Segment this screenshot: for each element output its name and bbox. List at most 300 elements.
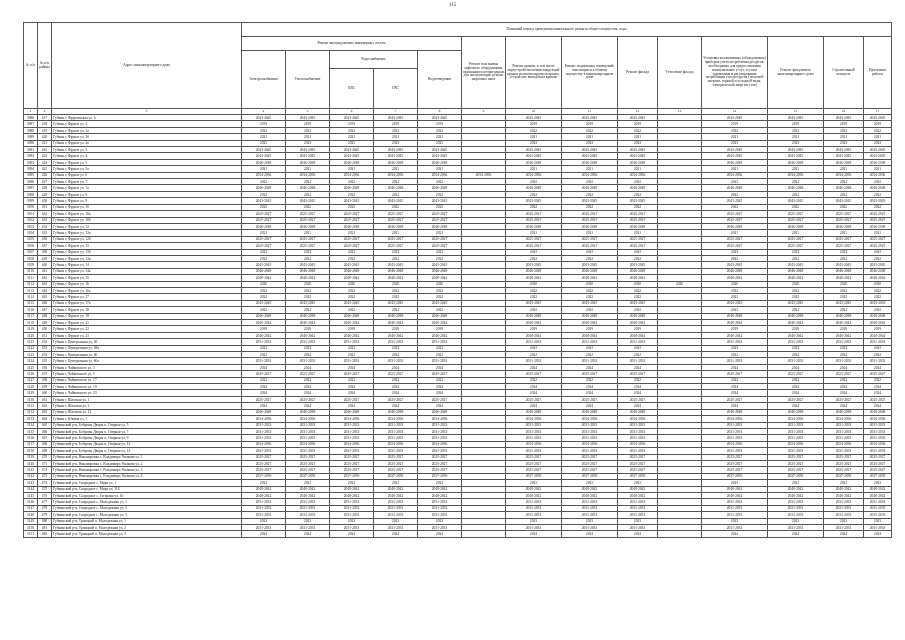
row-period-cell: 2025-2027	[562, 454, 618, 460]
row-period-cell: 2034-2036	[506, 172, 562, 178]
row-period-cell: 2025-2027	[506, 236, 562, 242]
row-period-cell: 2046-2048	[286, 268, 330, 274]
row-period-cell: 2024	[330, 531, 374, 537]
row-period-cell: 2024	[618, 384, 658, 390]
row-period-cell: 2022	[506, 307, 562, 313]
row-address: Губкин г, Фрунзе ул, 7а	[52, 185, 242, 191]
row-period-cell: 2043-2045	[418, 153, 462, 159]
row-period-cell: 2037-2039	[864, 473, 892, 479]
row-period-cell: 2024	[562, 531, 618, 537]
row-number: 3092	[24, 153, 38, 159]
row-period-cell: 2025-2027	[506, 217, 562, 223]
row-district-number: 441	[38, 268, 52, 274]
row-period-cell: 2023	[824, 249, 864, 255]
row-period-cell: 2040-2042	[618, 320, 658, 326]
row-period-cell: 2025-2027	[374, 211, 418, 217]
row-period-cell: 2021	[702, 230, 768, 236]
row-period-cell: 2023	[618, 480, 658, 486]
row-period-cell: 2022	[562, 377, 618, 383]
row-period-cell: 2031-2033	[286, 499, 330, 505]
row-period-cell: 2024	[242, 364, 286, 370]
row-period-cell: 2031-2033	[562, 435, 618, 441]
column-number: 9	[462, 109, 506, 115]
row-number: 3111	[24, 275, 38, 281]
page-number: 115	[448, 3, 457, 8]
row-period-cell: 2043-2045	[330, 147, 374, 153]
row-period-cell: 2031-2033	[864, 339, 892, 345]
row-period-cell: 2022	[618, 255, 658, 261]
row-period-cell: 2022	[418, 352, 462, 358]
row-period-cell: 2023	[330, 518, 374, 524]
row-period-cell: 2019	[768, 326, 824, 332]
row-period-cell: 2025-2027	[418, 243, 462, 249]
row-period-cell: 2022	[418, 255, 462, 261]
row-period-cell: 2021	[824, 230, 864, 236]
row-period-cell: 2022	[506, 294, 562, 300]
row-period-cell: 2021	[562, 230, 618, 236]
row-period-cell: 2046-2048	[702, 159, 768, 165]
row-period-cell: 2025-2027	[418, 454, 462, 460]
row-number: 3131	[24, 403, 38, 409]
row-period-cell: 2031-2033	[824, 525, 864, 531]
row-period-cell: 2031-2033	[418, 505, 462, 511]
row-period-cell: 2031-2033	[286, 525, 330, 531]
row-period-cell: 2022	[768, 352, 824, 358]
row-period-cell: 2021	[864, 230, 892, 236]
row-period-cell: 2022	[330, 204, 374, 210]
row-period-cell: 2046-2048	[562, 185, 618, 191]
row-period-cell: 2025-2027	[330, 217, 374, 223]
row-district-number: 460	[38, 390, 52, 396]
row-period-cell: 2031-2033	[330, 358, 374, 364]
row-period-cell: 2021	[506, 166, 562, 172]
row-period-cell: 2043-2045	[824, 147, 864, 153]
row-period-cell: 2021	[864, 134, 892, 140]
row-number: 3151	[24, 531, 38, 537]
row-number: 3101	[24, 211, 38, 217]
row-period-cell: 2025-2027	[242, 467, 286, 473]
row-district-number: 459	[38, 384, 52, 390]
row-period-cell: 2031-2033	[562, 358, 618, 364]
row-period-cell: 2019	[242, 121, 286, 127]
row-period-cell: 2023	[506, 345, 562, 351]
row-period-cell: 2024	[330, 384, 374, 390]
row-period-cell: 2023	[242, 345, 286, 351]
row-period-cell: 2021	[374, 230, 418, 236]
row-period-cell: 2046-2048	[864, 313, 892, 319]
row-period-cell: 2043-2045	[562, 262, 618, 268]
row-district-number: 451	[38, 332, 52, 338]
row-period-cell: 2025-2027	[864, 454, 892, 460]
row-address: Губкин г, Шахтная ул, 2	[52, 403, 242, 409]
row-address: Губкин г, Чайковского ул, 5	[52, 371, 242, 377]
row-period-cell: 2021	[824, 166, 864, 172]
row-number: 3099	[24, 198, 38, 204]
row-period-cell: 2021	[374, 134, 418, 140]
row-period-cell: 2046-2048	[506, 159, 562, 165]
row-period-cell: 2024	[506, 384, 562, 390]
row-period-cell: 2025-2027	[286, 396, 330, 402]
row-district-number: 432	[38, 211, 52, 217]
row-period-cell: 2046-2048	[242, 268, 286, 274]
row-period-cell: 2022	[768, 294, 824, 300]
row-period-cell: 2043-2045	[618, 300, 658, 306]
column-number: 2	[38, 109, 52, 115]
row-period-cell: 2025-2027	[506, 371, 562, 377]
row-period-cell: 2023	[768, 518, 824, 524]
row-address: Губкин г, Фрунзе ул, 16а	[52, 287, 242, 293]
row-period-cell: 2023	[618, 518, 658, 524]
row-period-cell: 2043-2045	[418, 198, 462, 204]
row-period-cell: 2025-2027	[286, 236, 330, 242]
row-period-cell: 2046-2048	[242, 223, 286, 229]
row-period-cell: 2043-2045	[506, 198, 562, 204]
row-address: Губкин г, Чайковского ул, 19	[52, 384, 242, 390]
row-period-cell: 2043-2045	[418, 300, 462, 306]
row-period-cell: 2023	[864, 140, 892, 146]
row-period-cell: 2025-2027	[864, 236, 892, 242]
row-period-cell: 2040-2042	[286, 486, 330, 492]
row-period-cell: 2031-2033	[618, 339, 658, 345]
row-period-cell: 2024	[562, 384, 618, 390]
row-district-number: 479	[38, 512, 52, 518]
row-period-cell: 2025-2027	[286, 467, 330, 473]
row-period-cell: 2023	[702, 249, 768, 255]
row-period-cell: 2046-2048	[418, 159, 462, 165]
col-planned-period: Плановый период проведения капитального ремонта общего имущества, годы	[242, 23, 892, 37]
row-period-cell: 2031-2033	[506, 512, 562, 518]
row-period-cell: 2031-2033	[768, 435, 824, 441]
row-period-cell: 2022	[286, 204, 330, 210]
row-number: 3134	[24, 422, 38, 428]
row-period-cell: 2022	[330, 352, 374, 358]
row-period-cell: 2043-2045	[286, 115, 330, 121]
row-district-number: 469	[38, 448, 52, 454]
row-period-cell: 2025-2027	[242, 460, 286, 466]
row-period-cell: 2034-2036	[618, 416, 658, 422]
row-period-cell: 2023	[506, 518, 562, 524]
row-period-cell: 2031-2033	[286, 339, 330, 345]
row-period-cell: 2022	[286, 287, 330, 293]
row-period-cell: 2022	[768, 204, 824, 210]
row-period-cell: 2021	[286, 134, 330, 140]
row-period-cell: 2025-2027	[562, 243, 618, 249]
row-period-cell: 2020	[418, 281, 462, 287]
row-period-cell: 2046-2048	[864, 268, 892, 274]
row-number: 3127	[24, 377, 38, 383]
row-period-cell: 2020	[618, 281, 658, 287]
row-period-cell: 2046-2048	[864, 185, 892, 191]
row-period-cell: 2031-2033	[562, 525, 618, 531]
row-district-number: 448	[38, 313, 52, 319]
row-period-cell: 2023	[768, 140, 824, 146]
row-period-cell: 2022	[242, 127, 286, 133]
row-period-cell: 2040-2042	[242, 320, 286, 326]
row-period-cell: 2034-2036	[330, 441, 374, 447]
row-period-cell: 2046-2048	[824, 185, 864, 191]
row-number: 3150	[24, 525, 38, 531]
row-period-cell: 2022	[702, 255, 768, 261]
row-period-cell: 2031-2033	[330, 505, 374, 511]
row-number: 3098	[24, 191, 38, 197]
row-period-cell: 2043-2045	[374, 153, 418, 159]
row-period-cell: 2024	[418, 390, 462, 396]
row-period-cell: 2040-2042	[768, 492, 824, 498]
row-period-cell: 2031-2033	[418, 435, 462, 441]
column-number: 4	[242, 109, 286, 115]
row-district-number: 465	[38, 422, 52, 428]
row-period-cell: 2022	[824, 204, 864, 210]
row-period-cell: 2046-2048	[768, 268, 824, 274]
row-district-number: 470	[38, 454, 52, 460]
row-number: 3140	[24, 460, 38, 466]
row-period-cell: 2023	[562, 140, 618, 146]
row-period-cell: 2046-2048	[864, 409, 892, 415]
row-period-cell: 2046-2048	[506, 268, 562, 274]
row-period-cell: 2031-2033	[702, 435, 768, 441]
row-period-cell: 2024	[286, 384, 330, 390]
row-district-number: 438	[38, 249, 52, 255]
row-period-cell: 2043-2045	[824, 300, 864, 306]
row-period-cell: 2031-2033	[864, 525, 892, 531]
row-period-cell: 2024	[768, 531, 824, 537]
row-period-cell: 2034-2036	[242, 172, 286, 178]
row-period-cell: 2046-2048	[824, 223, 864, 229]
row-period-cell: 2046-2048	[864, 159, 892, 165]
row-period-cell: 2022	[506, 179, 562, 185]
row-period-cell: 2021	[768, 134, 824, 140]
row-period-cell: 2037-2039	[562, 473, 618, 479]
row-period-cell: 2025-2027	[418, 211, 462, 217]
row-period-cell: 2022	[242, 377, 286, 383]
row-number: 3116	[24, 307, 38, 313]
row-period-cell: 2040-2042	[824, 492, 864, 498]
row-period-cell: 2046-2048	[562, 268, 618, 274]
row-period-cell: 2022	[824, 377, 864, 383]
row-period-cell: 2022	[618, 294, 658, 300]
row-period-cell: 2034-2036	[418, 172, 462, 178]
row-period-cell: 2025-2027	[768, 217, 824, 223]
row-period-cell: 2040-2042	[562, 486, 618, 492]
row-period-cell: 2037-2039	[506, 473, 562, 479]
row-period-cell: 2025-2027	[864, 217, 892, 223]
row-period-cell: 2021	[242, 134, 286, 140]
row-period-cell: 2022	[562, 179, 618, 185]
row-district-number: 444	[38, 287, 52, 293]
row-period-cell: 2031-2033	[864, 499, 892, 505]
row-period-cell: 2031-2033	[374, 499, 418, 505]
row-district-number: 417	[38, 115, 52, 121]
row-period-cell: 2043-2045	[242, 115, 286, 121]
column-number: 8	[418, 109, 462, 115]
row-period-cell: 2031-2033	[374, 525, 418, 531]
row-address: Губкин г, Южная ул, 1	[52, 416, 242, 422]
row-period-cell: 2023	[562, 480, 618, 486]
row-period-cell: 2024	[618, 403, 658, 409]
row-address: Губкин г, Фрунзе ул, 2в	[52, 140, 242, 146]
row-period-cell: 2025-2027	[702, 371, 768, 377]
row-period-cell: 2024	[768, 403, 824, 409]
row-period-cell: 2031-2033	[562, 512, 618, 518]
row-address: Губкин г, Фрунзе ул, 23	[52, 332, 242, 338]
row-period-cell: 2022	[286, 179, 330, 185]
row-period-cell: 2023	[768, 480, 824, 486]
row-period-cell: 2040-2042	[330, 332, 374, 338]
row-period-cell: 2031-2033	[562, 448, 618, 454]
row-period-cell: 2034-2036	[330, 172, 374, 178]
row-period-cell: 2043-2045	[702, 262, 768, 268]
row-number: 3089	[24, 134, 38, 140]
row-period-cell: 2020	[374, 281, 418, 287]
row-number: 3124	[24, 358, 38, 364]
row-period-cell: 2043-2045	[374, 198, 418, 204]
row-period-cell: 2022	[824, 294, 864, 300]
row-period-cell: 2040-2042	[618, 486, 658, 492]
row-address: Губкин г, Фрунзе ул, 17	[52, 294, 242, 300]
row-period-cell: 2022	[824, 352, 864, 358]
col-water-supply: Водоснабжение	[330, 51, 418, 69]
row-period-cell: 2021	[418, 230, 462, 236]
row-number: 3125	[24, 364, 38, 370]
row-period-cell: 2023	[618, 249, 658, 255]
row-period-cell: 2046-2048	[506, 185, 562, 191]
row-period-cell: 2023	[374, 249, 418, 255]
row-period-cell: 2034-2036	[702, 416, 768, 422]
row-period-cell: 2046-2048	[562, 409, 618, 415]
row-period-cell: 2022	[374, 255, 418, 261]
row-period-cell: 2023	[824, 345, 864, 351]
row-period-cell: 2025-2027	[768, 236, 824, 242]
row-period-cell: 2037-2039	[286, 473, 330, 479]
row-period-cell: 2025-2027	[824, 236, 864, 242]
row-address: Губкин г, Чайковского ул, 23	[52, 390, 242, 396]
row-period-cell: 2020	[562, 281, 618, 287]
row-period-cell: 2040-2042	[824, 486, 864, 492]
row-period-cell: 2031-2033	[374, 358, 418, 364]
row-period-cell: 2022	[768, 179, 824, 185]
row-period-cell: 2022	[824, 255, 864, 261]
row-period-cell: 2040-2042	[864, 486, 892, 492]
row-period-cell: 2025-2027	[374, 243, 418, 249]
row-period-cell: 2046-2048	[418, 185, 462, 191]
row-period-cell: 2022	[330, 377, 374, 383]
row-period-cell: 2043-2045	[330, 153, 374, 159]
col-no: № п/п	[24, 23, 38, 109]
row-number: 3105	[24, 236, 38, 242]
row-period-cell: 2034-2036	[768, 441, 824, 447]
row-number: 3100	[24, 204, 38, 210]
row-period-cell: 2034-2036	[418, 441, 462, 447]
row-period-cell: 2031-2033	[506, 505, 562, 511]
row-period-cell: 2019	[330, 326, 374, 332]
row-period-cell: 2046-2048	[702, 223, 768, 229]
row-period-cell: 2043-2045	[330, 115, 374, 121]
row-period-cell: 2034-2036	[418, 416, 462, 422]
col-foundation: Ремонт фундамента многоквартирного дома	[768, 37, 824, 109]
row-period-cell: 2040-2042	[864, 275, 892, 281]
row-period-cell: 2022	[330, 255, 374, 261]
row-period-cell: 2019	[242, 326, 286, 332]
row-period-cell: 2025-2027	[418, 217, 462, 223]
row-number: 3142	[24, 473, 38, 479]
row-period-cell: 2023	[286, 140, 330, 146]
row-address: Губкинский р-н, Бобровы Дворы п, Озерная ул, 14	[52, 448, 242, 454]
row-period-cell: 2021	[286, 166, 330, 172]
row-period-cell: 2043-2045	[864, 198, 892, 204]
row-period-cell: 2024	[374, 531, 418, 537]
row-address: Губкин г, Фрунзе ул, 18	[52, 307, 242, 313]
row-period-cell: 2025-2027	[864, 460, 892, 466]
row-number: 3109	[24, 262, 38, 268]
row-period-cell: 2046-2048	[330, 313, 374, 319]
row-period-cell: 2025-2027	[242, 396, 286, 402]
row-period-cell: 2023	[562, 249, 618, 255]
row-period-cell: 2043-2045	[242, 198, 286, 204]
row-district-number: 439	[38, 255, 52, 261]
row-period-cell: 2043-2045	[768, 198, 824, 204]
row-period-cell: 2034-2036	[242, 441, 286, 447]
row-period-cell: 2023	[824, 518, 864, 524]
col-internal-systems: Ремонт внутридомовых инженерных систем	[242, 37, 462, 51]
row-period-cell: 2031-2033	[864, 428, 892, 434]
row-address: Губкин г, Фрунзе ул, 2а	[52, 127, 242, 133]
row-period-cell: 2031-2033	[374, 448, 418, 454]
row-period-cell: 2025-2027	[768, 371, 824, 377]
row-period-cell: 2031-2033	[702, 448, 768, 454]
row-period-cell: 2022	[864, 191, 892, 197]
row-period-cell: 2025-2027	[418, 236, 462, 242]
row-period-cell: 2046-2048	[618, 313, 658, 319]
row-period-cell: 2043-2045	[864, 153, 892, 159]
row-period-cell: 2040-2042	[824, 275, 864, 281]
row-period-cell: 2019	[286, 121, 330, 127]
row-district-number: 420	[38, 134, 52, 140]
row-period-cell: 2022	[374, 204, 418, 210]
row-number: 3149	[24, 518, 38, 524]
row-period-cell: 2021	[374, 166, 418, 172]
row-period-cell: 2023	[374, 140, 418, 146]
row-period-cell: 2021	[824, 134, 864, 140]
col-basement: Ремонт подвальных помещений, относящихся к общему имуществу в многоквартирном доме	[562, 37, 618, 109]
row-period-cell: 2023	[286, 518, 330, 524]
row-district-number: 455	[38, 358, 52, 364]
row-address: Губкин г, Чайковского ул, 17	[52, 377, 242, 383]
col-design-work: Проектные работы	[864, 37, 892, 109]
row-period-cell: 2040-2042	[768, 486, 824, 492]
row-period-cell: 2020	[286, 281, 330, 287]
row-period-cell: 2034-2036	[506, 416, 562, 422]
row-period-cell: 2022	[242, 255, 286, 261]
row-period-cell: 2031-2033	[330, 448, 374, 454]
row-period-cell: 2023	[374, 345, 418, 351]
row-address: Губкинский р-н, Скородное с, Молодежная ул, 1	[52, 499, 242, 505]
row-period-cell: 2022	[824, 191, 864, 197]
row-period-cell: 2046-2048	[768, 185, 824, 191]
row-district-number: 475	[38, 486, 52, 492]
row-period-cell: 2043-2045	[562, 115, 618, 121]
row-period-cell: 2023	[702, 518, 768, 524]
column-number: 13	[658, 109, 702, 115]
row-period-cell: 2025-2027	[242, 211, 286, 217]
row-period-cell: 2022	[864, 352, 892, 358]
row-period-cell: 2025-2027	[330, 371, 374, 377]
row-period-cell: 2022	[418, 179, 462, 185]
row-period-cell: 2022	[418, 127, 462, 133]
row-period-cell: 2024	[330, 364, 374, 370]
row-number: 3102	[24, 217, 38, 223]
row-period-cell: 2025-2027	[418, 396, 462, 402]
row-period-cell: 2031-2033	[562, 428, 618, 434]
